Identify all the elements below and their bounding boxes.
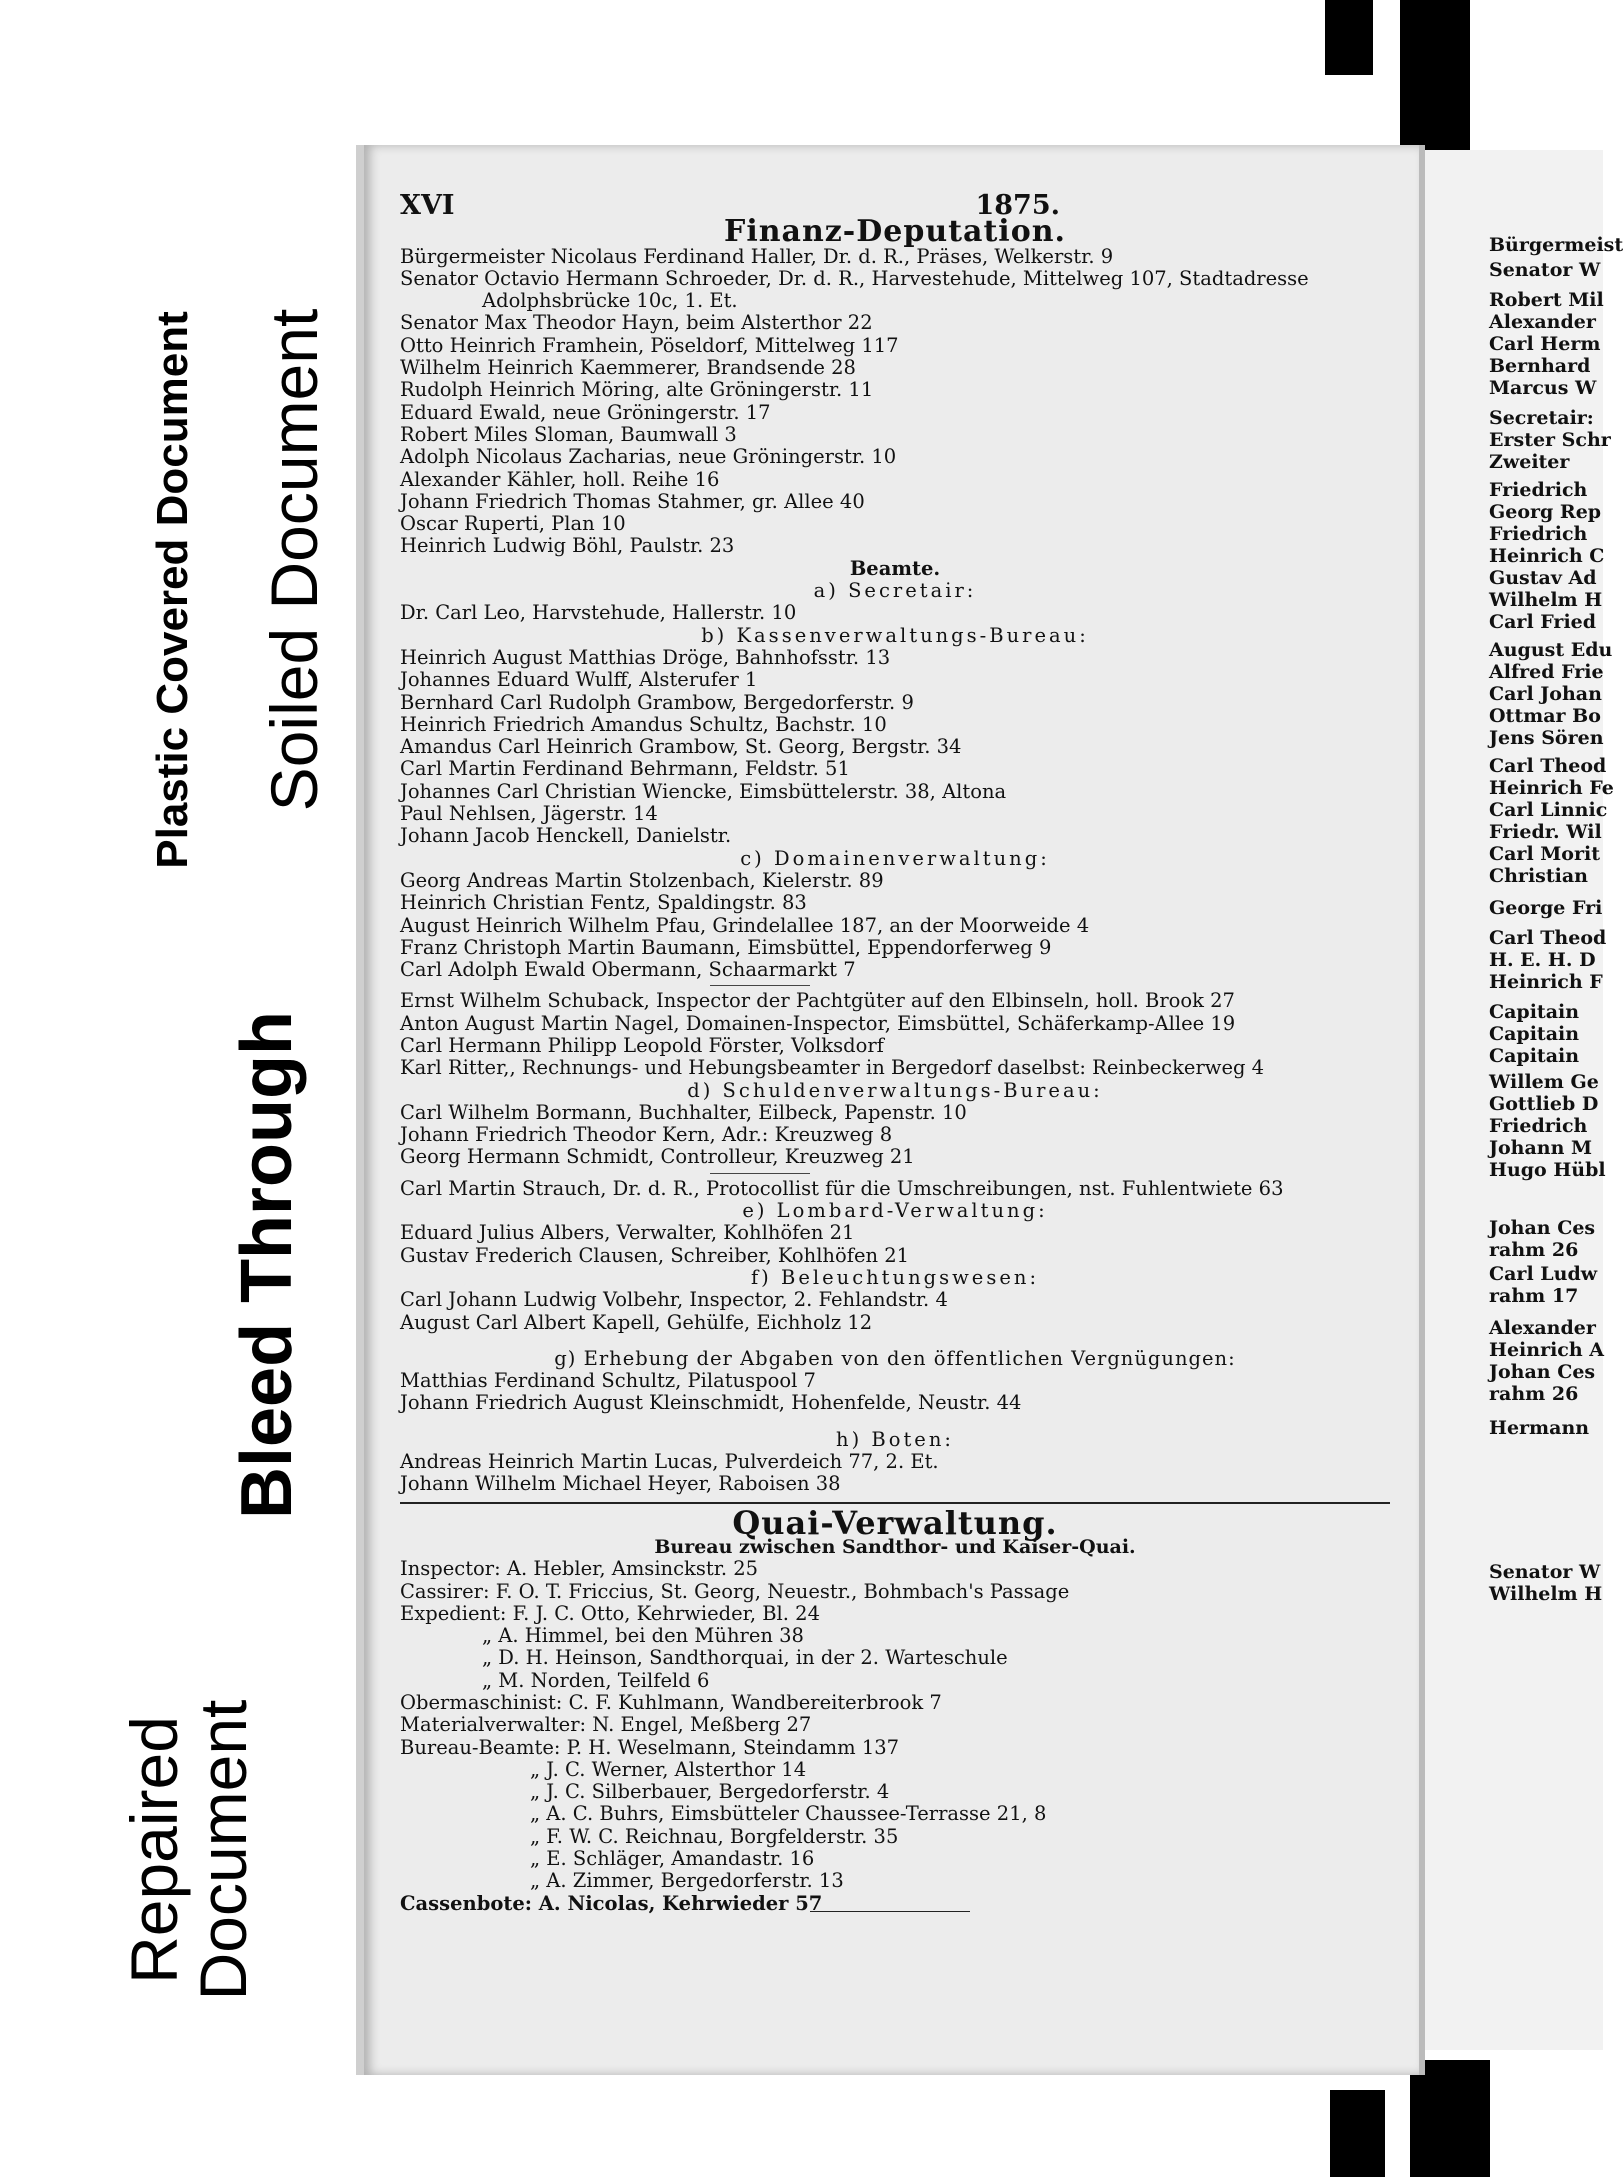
finanz-title: Finanz-Deputation. <box>724 214 1066 250</box>
list-item: „ F. W. C. Reichnau, Borgfelderstr. 35 <box>530 1824 899 1848</box>
list-item: Paul Nehlsen, Jägerstr. 14 <box>400 802 658 826</box>
facing-page-line: Johann M <box>1489 1137 1593 1159</box>
member-line: Wilhelm Heinrich Kaemmerer, Brandsende 28 <box>400 356 856 380</box>
list-item: Eduard Julius Albers, Verwalter, Kohlhöfen 21 <box>400 1221 855 1245</box>
list-item: Heinrich Friedrich Amandus Schultz, Bachstr. 10 <box>400 712 887 736</box>
list-item: Johannes Eduard Wulff, Alsterufer 1 <box>400 668 758 692</box>
list-item: August Carl Albert Kapell, Gehülfe, Eichholz 12 <box>400 1310 873 1334</box>
facing-page-line: Carl Johan <box>1489 683 1602 705</box>
list-item: Dr. Carl Leo, Harvstehude, Hallerstr. 10 <box>400 601 797 625</box>
member-line: Adolph Nicolaus Zacharias, neue Gröningerstr. 10 <box>400 445 897 469</box>
section-c-heading: c) Domainenverwaltung: <box>740 846 1050 870</box>
member-line: Senator Max Theodor Hayn, beim Alsterthor 22 <box>400 311 873 335</box>
facing-page-line: August Edu <box>1489 639 1613 661</box>
facing-page-line: Carl Theod <box>1489 755 1607 777</box>
list-item: Obermaschinist: C. F. Kuhlmann, Wandbereiterbrook 7 <box>400 1691 942 1714</box>
facing-page-line: Jens Sören <box>1489 727 1604 749</box>
quai-list <box>400 1558 1390 1625</box>
list-item: Johann Friedrich Theodor Kern, Adr.: Kreuzweg 8 <box>400 1123 893 1147</box>
facing-page-line: Johan Ces <box>1489 1217 1596 1239</box>
member-line: Johann Friedrich Thomas Stahmer, gr. Allee 40 <box>400 489 865 513</box>
section-b-heading: b) Kassenverwaltungs-Bureau: <box>701 623 1089 647</box>
facing-page-line: Capitain <box>1489 1045 1580 1067</box>
list-item: Georg Hermann Schmidt, Controlleur, Kreuzweg 21 <box>400 1145 915 1169</box>
list-item: Franz Christoph Martin Baumann, Eimsbüttel, Eppendorferweg 9 <box>400 935 1052 959</box>
section-h-list <box>400 1451 1390 1496</box>
facing-page-line: Willem Ge <box>1489 1071 1599 1093</box>
facing-page-line: Georg Rep <box>1489 501 1602 523</box>
list-item: Cassirer: F. O. T. Friccius, St. Georg, Neuestr., Bohmbach's Passage <box>400 1579 1070 1603</box>
list-item: Ernst Wilhelm Schuback, Inspector der Pachtgüter auf den Elbinseln, holl. Brook 27 <box>400 989 1235 1013</box>
facing-page-line: George Fri <box>1489 897 1603 919</box>
section-d-list <box>400 1102 1390 1169</box>
facing-page-line: Ottmar Bo <box>1489 705 1601 727</box>
section-c-list-2 <box>400 990 1390 1079</box>
facing-page-line: Carl Herm <box>1489 333 1601 355</box>
facing-page-line: H. E. H. D <box>1489 949 1596 971</box>
section-a-list <box>400 602 1390 624</box>
list-item: „ J. C. Werner, Alsterthor 14 <box>530 1757 807 1781</box>
member-line: Adolphsbrücke 10c, 1. Et. <box>482 289 738 313</box>
member-line: Senator Octavio Hermann Schroeder, Dr. d. R., Harvestehude, Mittelweg 107, Stadtadresse <box>400 266 1309 290</box>
list-item: Carl Wilhelm Bormann, Buchhalter, Eilbeck, Papenstr. 10 <box>400 1100 967 1124</box>
list-item: „ A. Himmel, bei den Mühren 38 <box>482 1624 804 1648</box>
facing-page-line: Hugo Hübl <box>1489 1159 1606 1181</box>
facing-page-line: Alexander <box>1489 311 1596 333</box>
divider <box>710 1173 810 1174</box>
section-f-heading: f) Beleuchtungswesen: <box>750 1265 1040 1289</box>
list-item: Amandus Carl Heinrich Grambow, St. Georg, Bergstr. 34 <box>400 735 962 759</box>
list-item: Inspector: A. Hebler, Amsinckstr. 25 <box>400 1557 759 1581</box>
facing-page-line: Carl Fried <box>1489 611 1597 633</box>
list-item: Carl Hermann Philipp Leopold Förster, Volksdorf <box>400 1033 884 1057</box>
cassenbote-line: Cassenbote: A. Nicolas, Kehrwieder 57 <box>400 1891 823 1915</box>
list-item: Johann Wilhelm Michael Heyer, Raboisen 38 <box>400 1472 841 1496</box>
facing-page-line: Friedr. Wil <box>1489 821 1602 843</box>
quai-list-2 <box>400 1692 1390 1759</box>
list-item: Gustav Frederich Clausen, Schreiber, Kohlhöfen 21 <box>400 1243 910 1267</box>
section-c-list <box>400 870 1390 981</box>
list-item: „ D. H. Heinson, Sandthorquai, in der 2. Warteschule <box>482 1646 1008 1670</box>
quai-expedient-list <box>400 1625 1390 1692</box>
repaired-document-label: Repaired Document <box>117 1699 261 2001</box>
facing-page-line: Johan Ces <box>1489 1361 1596 1383</box>
facing-page-line: rahm 17 <box>1489 1285 1579 1307</box>
facing-page-line: Zweiter <box>1489 451 1570 473</box>
facing-page-line: Marcus W <box>1489 377 1597 399</box>
facing-page-line: Gottlieb D <box>1489 1093 1599 1115</box>
edge-mark-bottom-right <box>1410 2060 1490 2177</box>
list-item: Johann Jacob Henckell, Danielstr. <box>400 824 732 848</box>
facing-page-line: Heinrich A <box>1489 1339 1605 1361</box>
beamte-heading: Beamte. <box>849 556 941 580</box>
facing-page-line: Carl Theod <box>1489 927 1607 949</box>
section-b-list <box>400 647 1390 848</box>
member-line: Heinrich Ludwig Böhl, Paulstr. 23 <box>400 534 735 558</box>
member-line: Oscar Ruperti, Plan 10 <box>400 512 626 536</box>
list-item: Expedient: F. J. C. Otto, Kehrwieder, Bl. 24 <box>400 1601 820 1625</box>
facing-page-line: Capitain <box>1489 1023 1580 1045</box>
facing-page-line: Christian <box>1489 865 1588 887</box>
facing-page-line: rahm 26 <box>1489 1239 1579 1261</box>
section-g-list <box>400 1370 1390 1415</box>
section-e-heading: e) Lombard-Verwaltung: <box>742 1199 1048 1223</box>
facing-page-line: Alfred Frie <box>1489 661 1604 683</box>
list-item: Carl Johann Ludwig Volbehr, Inspector, 2. Fehlandstr. 4 <box>400 1288 948 1312</box>
facing-page-line: rahm 26 <box>1489 1383 1579 1405</box>
page-year: 1875. <box>975 190 1060 221</box>
facing-page-line: Robert Mil <box>1489 289 1604 311</box>
scanned-page <box>356 145 1425 2075</box>
facing-page-line: Wilhelm H <box>1489 1583 1603 1605</box>
section-d-heading: d) Schuldenverwaltungs-Bureau: <box>687 1078 1103 1102</box>
facing-page-line: Secretair: <box>1489 407 1594 429</box>
member-line: Eduard Ewald, neue Gröningerstr. 17 <box>400 400 771 424</box>
list-item: „ M. Norden, Teilfeld 6 <box>482 1668 710 1692</box>
list-item: „ A. C. Buhrs, Eimsbütteler Chaussee-Terrasse 21, 8 <box>530 1802 1047 1826</box>
facing-page-line: Erster Schr <box>1489 429 1611 451</box>
section-d-list-2 <box>400 1178 1390 1200</box>
list-item: Carl Adolph Ewald Obermann, Schaarmarkt 7 <box>400 958 856 982</box>
list-item: „ J. C. Silberbauer, Bergedorferstr. 4 <box>530 1780 890 1804</box>
facing-page-line: Heinrich Fe <box>1489 777 1614 799</box>
page-content <box>400 190 1390 1915</box>
member-line: Robert Miles Sloman, Baumwall 3 <box>400 422 737 446</box>
quai-bureau-list <box>400 1759 1390 1893</box>
list-item: Materialverwalter: N. Engel, Meßberg 27 <box>400 1713 812 1737</box>
section-a-heading: a) Secretair: <box>813 579 977 603</box>
member-line: Otto Heinrich Framhein, Pöseldorf, Mittelweg 117 <box>400 333 899 357</box>
section-e-list <box>400 1222 1390 1267</box>
facing-page-line: Friedrich <box>1489 1115 1588 1137</box>
edge-mark-top <box>1325 0 1373 75</box>
quai-subtitle: Bureau zwischen Sandthor- und Kaiser-Quai. <box>654 1535 1136 1558</box>
facing-page-line: Friedrich <box>1489 523 1588 545</box>
facing-page-line: Senator W <box>1489 259 1601 281</box>
member-line: Rudolph Heinrich Möring, alte Gröningerstr. 11 <box>400 378 874 402</box>
facing-page-line: Alexander <box>1489 1317 1596 1339</box>
facing-page-line: Capitain <box>1489 1001 1580 1023</box>
facing-page-line: Heinrich C <box>1489 545 1605 567</box>
end-rule <box>810 1911 970 1912</box>
list-item: Matthias Ferdinand Schultz, Pilatuspool 7 <box>400 1369 816 1393</box>
list-item: Bernhard Carl Rudolph Grambow, Bergedorferstr. 9 <box>400 690 914 714</box>
facing-page-line: Carl Linnic <box>1489 799 1608 821</box>
section-f-list <box>400 1289 1390 1334</box>
section-g-heading: g) Erhebung der Abgaben von den öffentlichen Vergnügungen: <box>554 1346 1236 1370</box>
facing-page-line: Heinrich F <box>1489 971 1603 993</box>
section-h-heading: h) Boten: <box>836 1427 954 1451</box>
facing-page-line: Bürgermeist <box>1489 234 1623 256</box>
list-item: Carl Martin Strauch, Dr. d. R., Protocollist für die Umschreibungen, nst. Fuhlentwiete 63 <box>400 1176 1284 1200</box>
list-item: August Heinrich Wilhelm Pfau, Grindelallee 187, an der Moorweide 4 <box>400 913 1090 937</box>
list-item: Johann Friedrich August Kleinschmidt, Hohenfelde, Neustr. 44 <box>400 1391 1022 1415</box>
list-item: „ E. Schläger, Amandastr. 16 <box>530 1847 815 1871</box>
member-line: Bürgermeister Nicolaus Ferdinand Haller, Dr. d. R., Präses, Welkerstr. 9 <box>400 244 1114 268</box>
list-item: Andreas Heinrich Martin Lucas, Pulverdeich 77, 2. Et. <box>400 1450 939 1474</box>
divider <box>710 985 810 986</box>
finanz-members <box>400 246 1390 558</box>
list-item: Heinrich August Matthias Dröge, Bahnhofsstr. 13 <box>400 645 891 669</box>
member-line: Alexander Kähler, holl. Reihe 16 <box>400 467 720 491</box>
list-item: Bureau-Beamte: P. H. Weselmann, Steindamm 137 <box>400 1735 900 1759</box>
page-number: XVI <box>400 190 455 221</box>
list-item: Carl Martin Ferdinand Behrmann, Feldstr. 51 <box>400 757 850 781</box>
soiled-document-label: Soiled Document <box>257 308 331 812</box>
quai-title: Quai-Verwaltung. <box>732 1503 1058 1542</box>
facing-page-line: Gustav Ad <box>1489 567 1597 589</box>
facing-page <box>1414 150 1623 2050</box>
list-item: Heinrich Christian Fentz, Spaldingstr. 83 <box>400 891 807 915</box>
bleed-through-label: Bleed Through <box>227 1011 307 1519</box>
edge-mark-bottom <box>1330 2090 1385 2177</box>
facing-page-line: Wilhelm H <box>1489 589 1603 611</box>
list-item: „ A. Zimmer, Bergedorferstr. 13 <box>530 1869 844 1893</box>
facing-page-line: Hermann <box>1489 1417 1590 1439</box>
list-item: Anton August Martin Nagel, Domainen-Inspector, Eimsbüttel, Schäferkamp-Allee 19 <box>400 1011 1236 1035</box>
facing-page-line: Carl Morit <box>1489 843 1600 865</box>
edge-mark-top-right <box>1400 0 1470 150</box>
facing-page-line: Friedrich <box>1489 479 1588 501</box>
facing-page-line: Carl Ludw <box>1489 1263 1598 1285</box>
plastic-covered-label: Plastic Covered Document <box>148 311 197 869</box>
list-item: Johannes Carl Christian Wiencke, Eimsbüttelerstr. 38, Altona <box>400 779 1007 803</box>
list-item: Karl Ritter,, Rechnungs- und Hebungsbeamter in Bergedorf daselbst: Reinbeckerweg 4 <box>400 1056 1265 1080</box>
list-item: Georg Andreas Martin Stolzenbach, Kielerstr. 89 <box>400 868 884 892</box>
facing-page-line: Bernhard <box>1489 355 1591 377</box>
facing-page-line: Senator W <box>1489 1561 1601 1583</box>
